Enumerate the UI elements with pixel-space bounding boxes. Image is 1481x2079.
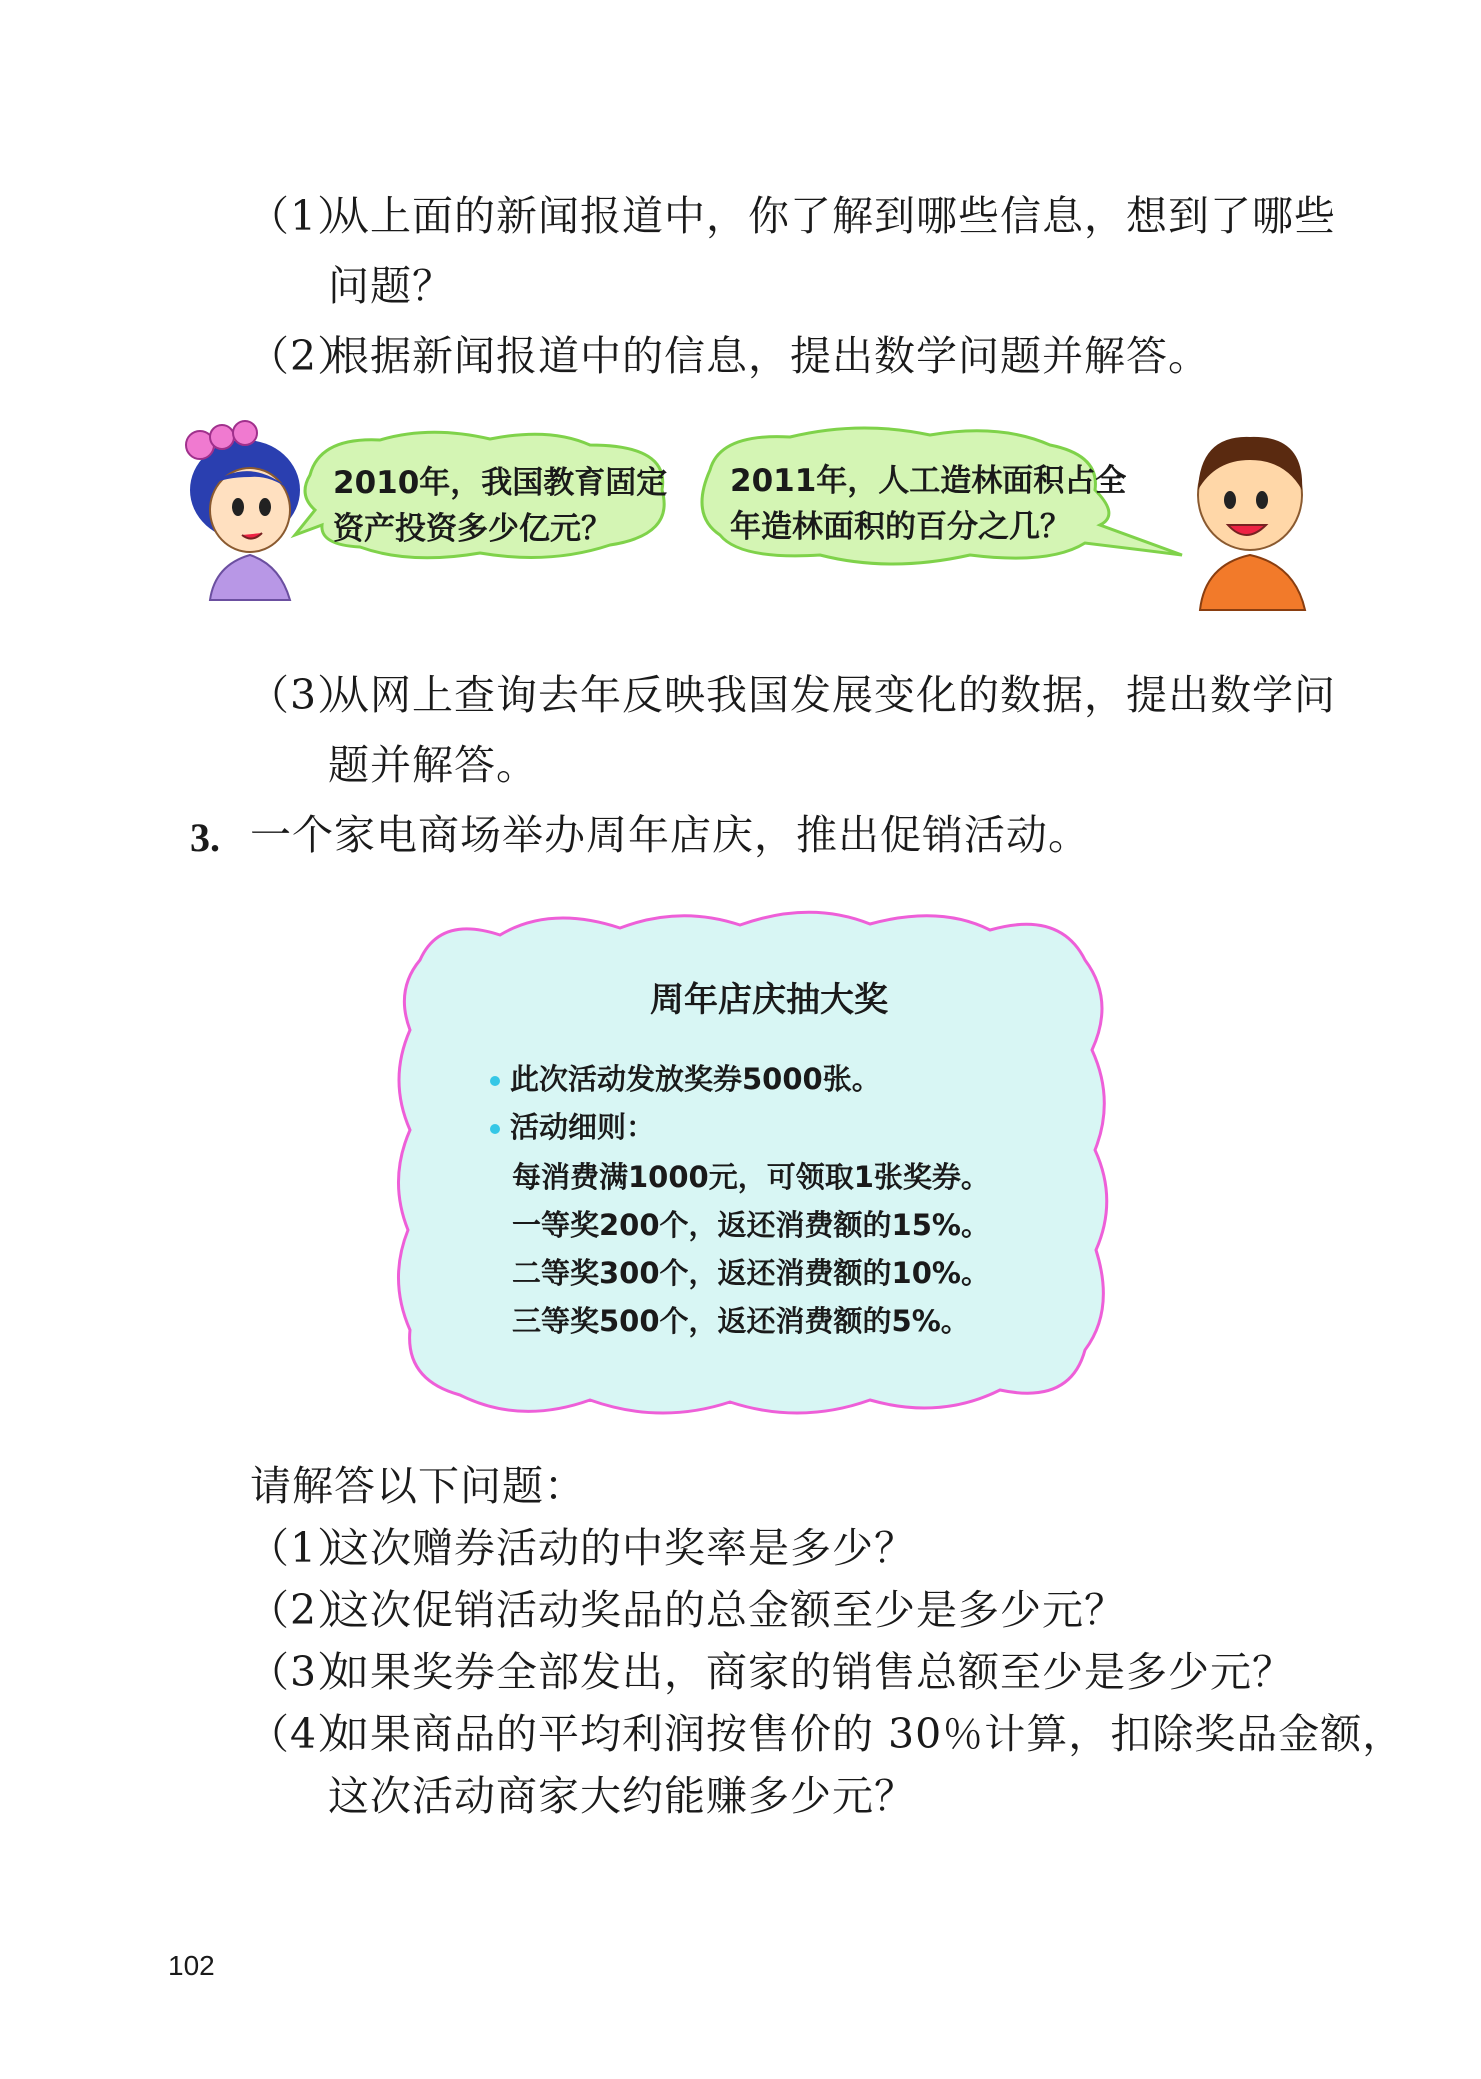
bullet-icon: [490, 1124, 500, 1134]
question-3-continued: 题并解答。: [328, 741, 538, 789]
questions-prompt: 请解答以下问题：: [250, 1462, 586, 1510]
question-3: （3）从网上查询去年反映我国发展变化的数据，提出数学问: [248, 671, 1336, 719]
page-number: 102: [168, 1950, 215, 1981]
poster-title: 周年店庆抽大奖: [650, 980, 888, 1020]
boy-illustration: [1198, 437, 1305, 610]
question-1-continued: 问题？: [328, 262, 454, 310]
poster-bullet-2: 活动细则：: [490, 1103, 655, 1151]
sub-question-3: （3）如果奖券全部发出，商家的销售总额至少是多少元？: [248, 1648, 1294, 1696]
girl-illustration: [186, 421, 300, 600]
sub-question-4-continued: 这次活动商家大约能赚多少元？: [328, 1772, 916, 1820]
poster-rule-3: 二等奖300个，返还消费额的10%。: [512, 1256, 990, 1290]
poster-rule-2: 一等奖200个，返还消费额的15%。: [512, 1208, 990, 1242]
question-2: （2）根据新闻报道中的信息，提出数学问题并解答。: [248, 332, 1210, 380]
sub-question-4: （4）如果商品的平均利润按售价的 30％计算，扣除奖品金额，: [248, 1710, 1405, 1758]
bullet-icon: [490, 1076, 500, 1086]
poster-bullet-1: 此次活动发放奖券5000张。: [490, 1055, 881, 1103]
poster-rule-1: 每消费满1000元，可领取1张奖券。: [512, 1160, 990, 1194]
poster-rule-4: 三等奖500个，返还消费额的5%。: [512, 1304, 970, 1338]
boy-speech-text: 2011年，人工造林面积占全 年造林面积的百分之几？: [730, 463, 1127, 545]
sub-question-1: （1）这次赠券活动的中奖率是多少？: [248, 1524, 916, 1572]
girl-speech-text: 2010年，我国教育固定 资产投资多少亿元？: [333, 465, 668, 547]
question-1: （1）从上面的新闻报道中，你了解到哪些信息，想到了哪些: [248, 192, 1336, 240]
sub-question-2: （2）这次促销活动奖品的总金额至少是多少元？: [248, 1586, 1126, 1634]
problem-number: 3.: [190, 815, 220, 860]
problem-statement: 一个家电商场举办周年店庆，推出促销活动。: [250, 811, 1090, 859]
